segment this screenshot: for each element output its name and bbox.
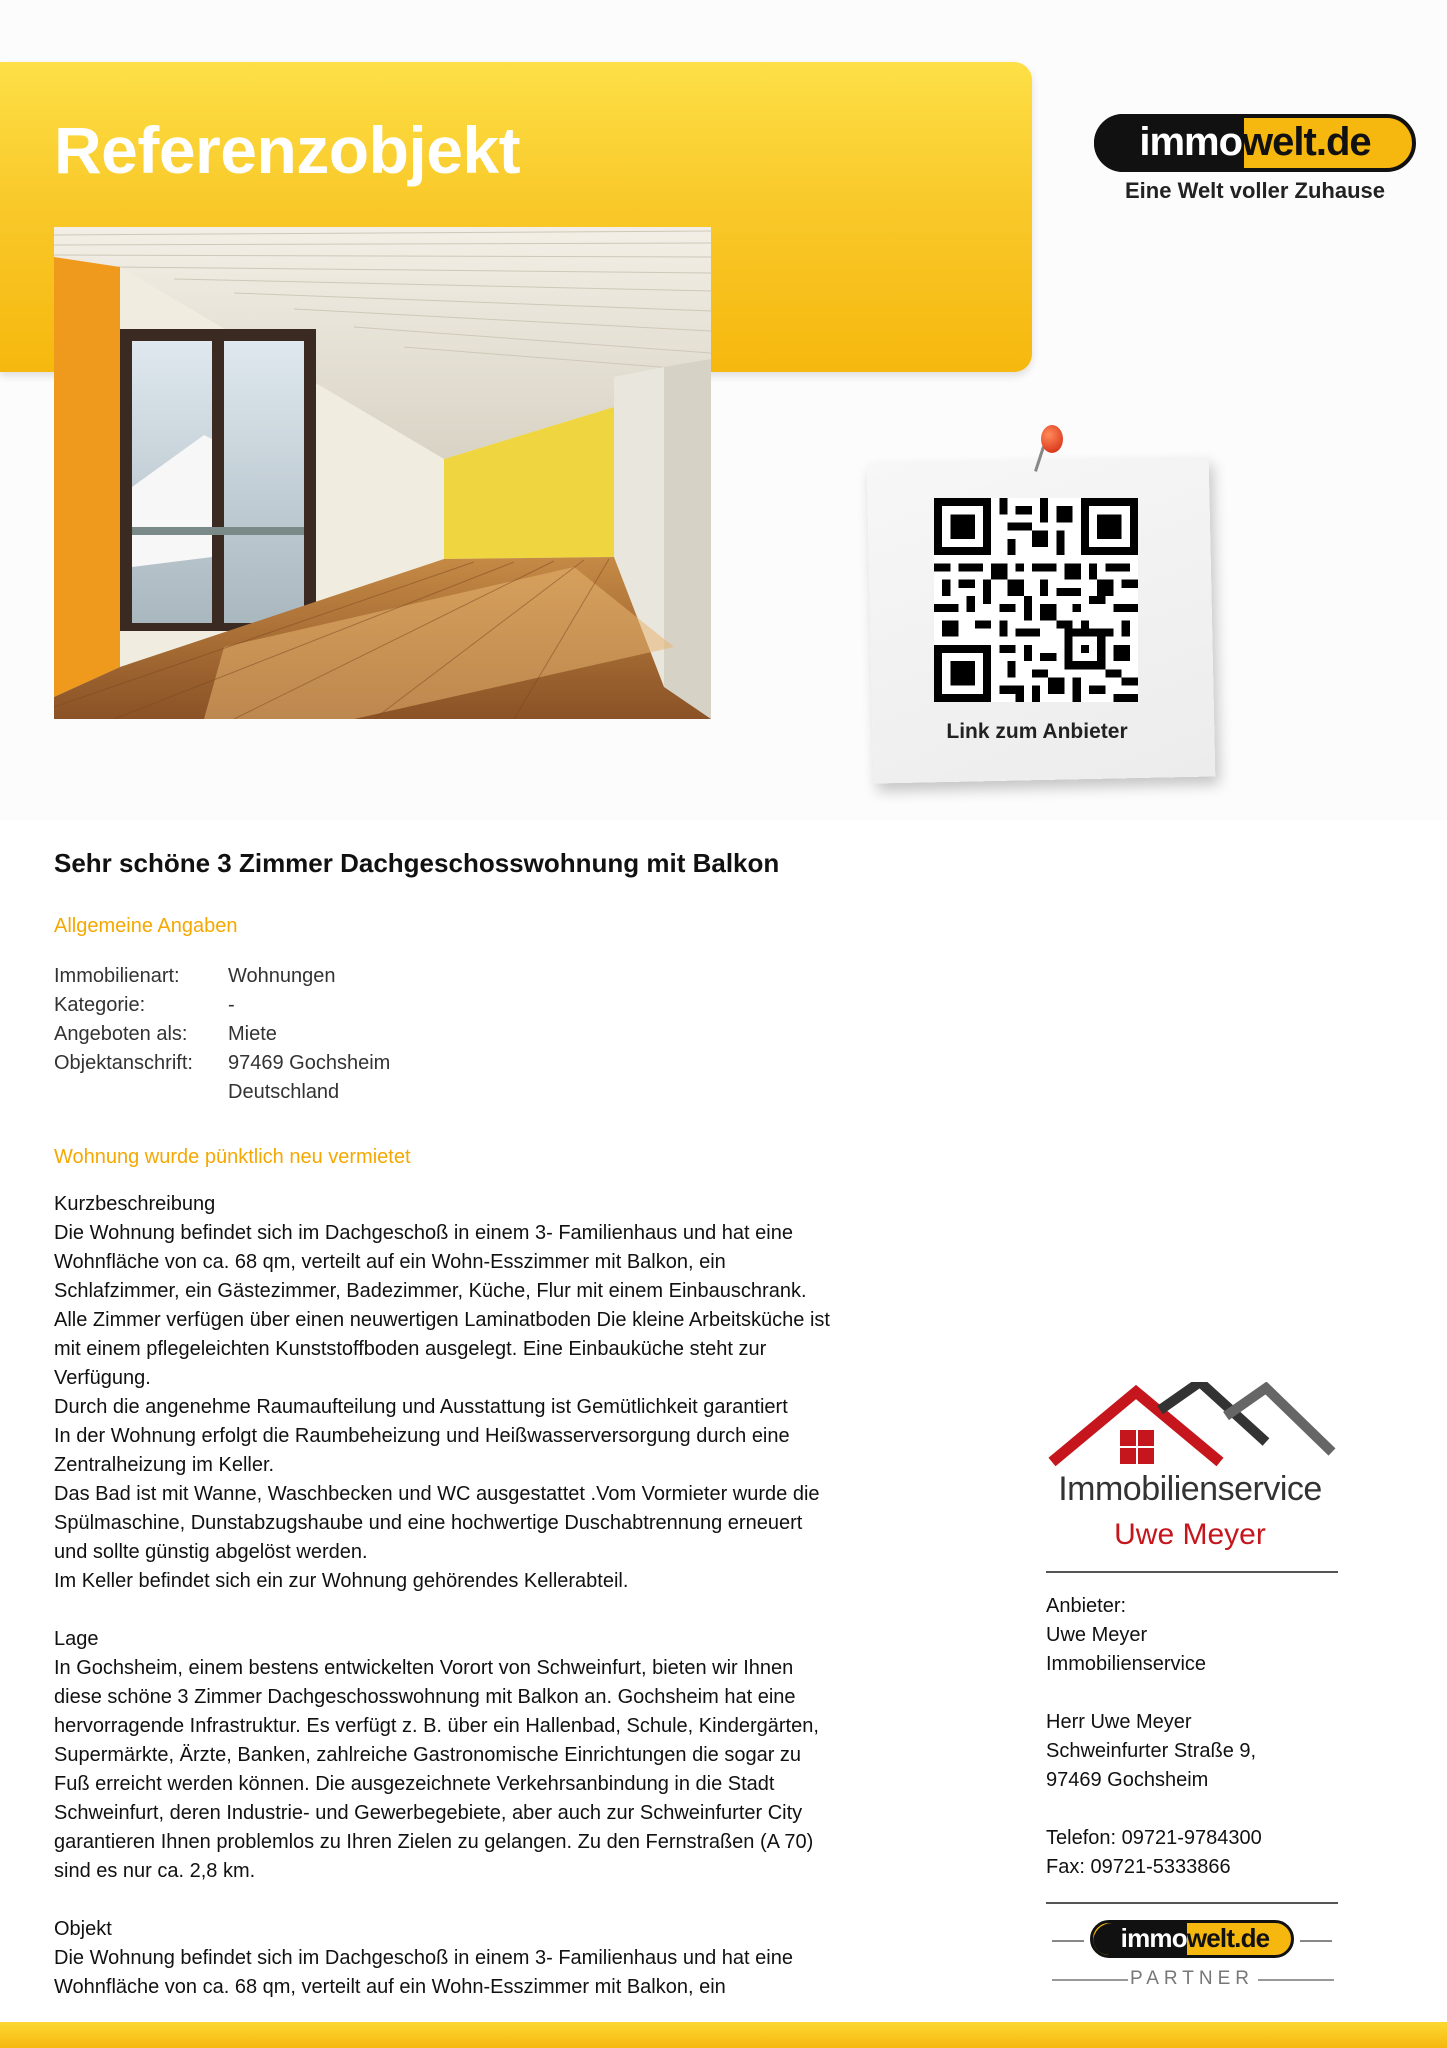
partner-line: [1052, 1940, 1084, 1942]
agent-contact: [1046, 1592, 1262, 1882]
contact-line: Anbieter:: [1046, 1595, 1127, 1617]
partner-wordmark: [1093, 1923, 1294, 1955]
lage-line: sind es nur ca. 2,8 km.: [54, 1860, 256, 1882]
kurz-line: Das Bad ist mit Wanne, Waschbecken und WC ausgestattet .Vom Vormieter wurde die: [54, 1483, 820, 1505]
fact-key: Immobilienart:: [54, 965, 180, 987]
immowelt-partner-badge[interactable]: [1046, 1920, 1338, 2000]
fact-value: Miete: [228, 1023, 277, 1045]
kurz-line: Schlafzimmer, ein Gästezimmer, Badezimmer, Küche, Flur mit einem Einbauschrank.: [54, 1280, 807, 1302]
fact-key: Angeboten als:: [54, 1023, 188, 1045]
objekt-line: Die Wohnung befindet sich im Dachgeschoß in einem 3- Familienhaus und hat eine: [54, 1947, 793, 1969]
spacer: [54, 1886, 954, 1915]
kurz-line: Zentralheizung im Keller.: [54, 1454, 275, 1476]
kurz-line: Spülmaschine, Dunstabzugshaube und eine hochwertige Duschabtrennung erneuert: [54, 1512, 803, 1534]
contact-line: Schweinfurter Straße 9,: [1046, 1740, 1257, 1762]
lage-line: hervorragende Infrastruktur. Es verfügt z. B. über ein Hallenbad, Schule, Kindergärten,: [54, 1715, 819, 1737]
listing-headline: Sehr schöne 3 Zimmer Dachgeschosswohnung mit Balkon: [54, 848, 780, 878]
contact-line: Immobilienservice: [1046, 1653, 1207, 1675]
objekt-line: Wohnfläche von ca. 68 qm, verteilt auf ein Wohn-Esszimmer mit Balkon, ein: [54, 1976, 726, 1998]
contact-line: 97469 Gochsheim: [1046, 1769, 1209, 1791]
phone-line[interactable]: Telefon: 09721-9784300: [1046, 1827, 1262, 1849]
fact-row: [54, 991, 390, 1020]
property-photo[interactable]: [54, 227, 711, 719]
agent-logo-line2: Uwe Meyer: [1114, 1518, 1266, 1551]
fact-row: [54, 1078, 390, 1107]
partner-part-dark: welt.de: [1186, 1923, 1270, 1953]
page-title: Referenzobjekt: [54, 113, 521, 187]
kurz-line: Im Keller befindet sich ein zur Wohnung gehörendes Kellerabteil.: [54, 1570, 629, 1592]
kurz-line: mit einem pflegeleichten Kunststoffboden ausgelegt. Eine Einbauküche steht zur: [54, 1338, 767, 1360]
partner-label: PARTNER: [1129, 1968, 1255, 1989]
status-section-heading: Wohnung wurde pünktlich neu vermietet: [54, 1146, 411, 1168]
qr-label: Link zum Anbieter: [946, 720, 1128, 743]
spacer: [1046, 1679, 1262, 1708]
partner-pill: [1090, 1920, 1294, 1958]
lage-line: Schweinfurt, deren Industrie- und Gewerbegebiete, aber auch zur Schweinfurter City: [54, 1802, 803, 1824]
fax-line: Fax: 09721-5333866: [1046, 1856, 1231, 1878]
kurz-line: Alle Zimmer verfügen über einen neuwertigen Laminatboden Die kleine Arbeitsküche ist: [54, 1309, 830, 1331]
fact-row: [54, 1020, 390, 1049]
facts-table: [54, 962, 390, 1107]
lage-line: Supermärkte, Ärzte, Banken, zahlreiche Gastronomische Einrichtungen die sogar zu: [54, 1744, 802, 1766]
objekt-title: Objekt: [54, 1918, 112, 1940]
kurz-line: Die Wohnung befindet sich im Dachgeschoß in einem 3- Familienhaus und hat eine: [54, 1222, 793, 1244]
agent-logo-line1: Immobilienservice: [1058, 1470, 1322, 1508]
qr-code[interactable]: [934, 498, 1138, 702]
fact-key: Objektanschrift:: [54, 1052, 193, 1074]
fact-value: 97469 Gochsheim: [228, 1052, 391, 1074]
lage-title: Lage: [54, 1628, 99, 1650]
description-body: [54, 1190, 954, 2002]
pushpin-icon: [1041, 425, 1063, 453]
logo-part-dark: welt.de: [1242, 120, 1371, 164]
partner-part-light: immo: [1120, 1923, 1187, 1953]
lage-line: diese schöne 3 Zimmer Dachgeschosswohnung mit Balkon an. Gochsheim hat eine: [54, 1686, 796, 1708]
kurz-line: Wohnfläche von ca. 68 qm, verteilt auf ein Wohn-Esszimmer mit Balkon, ein: [54, 1251, 726, 1273]
lage-line: garantieren Ihnen problemlos zu Ihren Zielen zu gelangen. Zu den Fernstraßen (A 70): [54, 1831, 814, 1853]
fact-key: Kategorie:: [54, 994, 146, 1016]
general-section-heading: Allgemeine Angaben: [54, 915, 238, 937]
fact-row: [54, 962, 390, 991]
divider: [1046, 1571, 1338, 1573]
fact-value: Wohnungen: [228, 965, 336, 987]
kurz-line: Verfügung.: [54, 1367, 151, 1389]
footer-bar: [0, 2022, 1447, 2048]
logo-part-light: immo: [1139, 120, 1243, 164]
spacer: [54, 1596, 954, 1625]
contact-line: Uwe Meyer: [1046, 1624, 1148, 1646]
divider: [1046, 1902, 1338, 1904]
immowelt-logo[interactable]: [1094, 114, 1416, 210]
kurz-title: Kurzbeschreibung: [54, 1193, 216, 1215]
fact-key: [54, 1078, 228, 1107]
fact-value: -: [228, 994, 235, 1016]
logo-wordmark: [1094, 114, 1416, 172]
kurz-line: In der Wohnung erfolgt die Raumbeheizung und Heißwasserversorgung durch eine: [54, 1425, 790, 1447]
lage-line: Fuß erreicht werden können. Die ausgezeichnete Verkehrsanbindung in die Stadt: [54, 1773, 775, 1795]
kurz-line: und sollte günstig abgelöst werden.: [54, 1541, 368, 1563]
kurz-line: Durch die angenehme Raumaufteilung und Ausstattung ist Gemütlichkeit garantiert: [54, 1396, 788, 1418]
fact-row: [54, 1049, 390, 1078]
spacer: [1046, 1795, 1262, 1824]
contact-line: Herr Uwe Meyer: [1046, 1711, 1192, 1733]
logo-tagline: Eine Welt voller Zuhause: [1125, 178, 1385, 203]
partner-line: [1300, 1940, 1332, 1942]
fact-value: Deutschland: [228, 1081, 340, 1103]
lage-line: In Gochsheim, einem bestens entwickelten Vorort von Schweinfurt, bieten wir Ihnen: [54, 1657, 794, 1679]
